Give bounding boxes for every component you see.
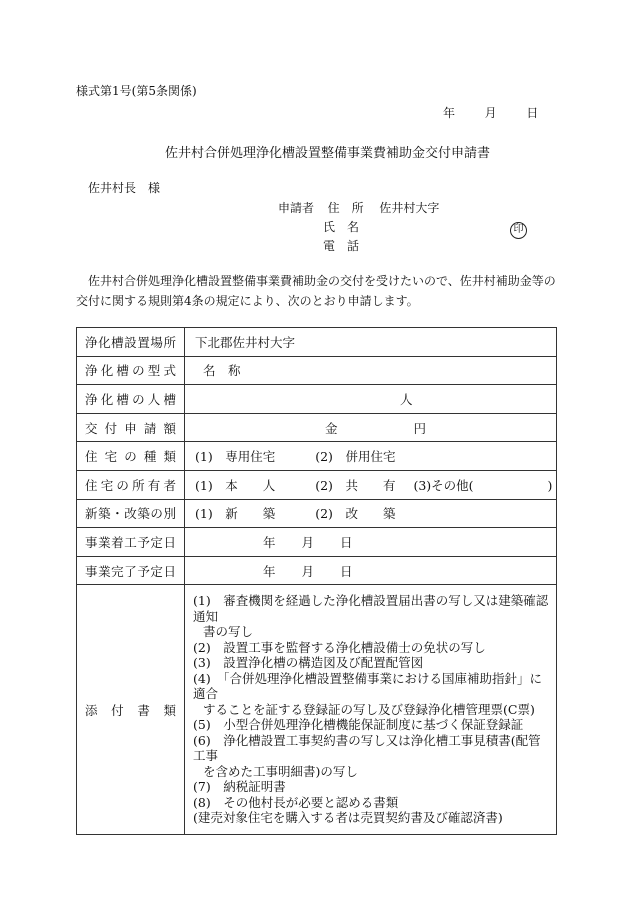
- option-number: (1): [195, 477, 213, 493]
- option-close: ): [547, 477, 553, 493]
- start-day: 日: [340, 534, 353, 550]
- list-item: (2) 設置工事を監督する浄化槽設備士の免状の写し: [193, 639, 486, 655]
- capacity-field[interactable]: [185, 385, 557, 414]
- row-label-attachments: 添付書類: [85, 702, 176, 718]
- option-label: 改 築: [345, 506, 396, 522]
- row-label-location: 浄化槽設置場所: [85, 334, 176, 350]
- date-line: [443, 104, 538, 121]
- end-day: 日: [340, 563, 353, 579]
- option-number: (2): [315, 449, 333, 465]
- table-row: [77, 328, 557, 357]
- addressee: 佐井村長 様: [88, 181, 161, 195]
- construction-type-options: [185, 499, 557, 528]
- row-label-housing-type: 住宅の種類: [85, 449, 176, 465]
- housing-type-option-1[interactable]: [195, 449, 311, 464]
- construction-option-1[interactable]: [195, 506, 311, 521]
- option-label: 新 築: [225, 506, 276, 522]
- date-month: 月: [484, 106, 497, 120]
- applicant-label: 申請者: [278, 201, 315, 215]
- application-table: [76, 327, 557, 835]
- table-row: [77, 385, 557, 414]
- name-label: 氏 名: [323, 220, 360, 234]
- address-value: 佐井村大字: [379, 201, 440, 215]
- amount-prefix: 金: [325, 420, 338, 436]
- table-row: [77, 356, 557, 385]
- row-label-owner: 住宅の所有者: [85, 477, 176, 493]
- end-year: 年: [263, 563, 276, 579]
- option-label: 本 人: [225, 477, 276, 493]
- option-number: (2): [315, 506, 333, 522]
- date-day: 日: [526, 106, 539, 120]
- table-row: [77, 413, 557, 442]
- list-item: (8) その他村長が必要と認める書類: [193, 794, 399, 810]
- list-item: 書の写し: [203, 624, 254, 640]
- body-line-2: 交付に関する規則第4条の規定により、次のとおり申請します。: [76, 294, 419, 308]
- owner-option-1[interactable]: [195, 478, 311, 493]
- list-item: (6) 浄化槽設置工事契約書の写し又は浄化槽工事見積書(配管工事: [193, 732, 541, 764]
- location-value: 下北郡佐井村大字: [195, 334, 296, 350]
- list-item: (3) 設置浄化槽の構造図及び配置配管図: [193, 655, 424, 671]
- owner-options: [185, 470, 557, 499]
- table-row: [77, 470, 557, 499]
- construction-option-2[interactable]: [315, 506, 395, 521]
- seal-icon: 印: [510, 222, 527, 239]
- start-month: 月: [301, 534, 315, 550]
- applicant-address-line: [278, 199, 439, 216]
- model-name-label: 名 称: [203, 363, 241, 379]
- list-item: (5) 小型合併処理浄化槽機能保証制度に基づく保証登録証: [193, 717, 524, 733]
- option-number: (1): [195, 449, 213, 465]
- amount-field[interactable]: [185, 413, 557, 442]
- page-title: 佐井村合併処理浄化槽設置整備事業費補助金交付申請書: [165, 146, 491, 161]
- address-label: 住 所: [327, 201, 364, 215]
- option-number: (2): [315, 477, 333, 493]
- option-label: 専用住宅: [225, 449, 276, 465]
- amount-unit: 円: [413, 420, 427, 436]
- list-item: (7) 納税証明書: [193, 779, 286, 795]
- seal-mark: [510, 217, 527, 239]
- end-month: 月: [301, 563, 315, 579]
- row-label-model: 浄化槽の型式: [85, 363, 176, 379]
- start-date-field[interactable]: [185, 528, 557, 557]
- table-row: [77, 585, 557, 835]
- end-date-field[interactable]: [185, 556, 557, 585]
- row-label-end-date: 事業完了予定日: [85, 563, 176, 579]
- table-row: [77, 442, 557, 471]
- housing-type-options: [185, 442, 557, 471]
- row-label-amount: 交付申請額: [85, 420, 176, 436]
- attachments-list: [185, 585, 557, 835]
- capacity-unit: 人: [400, 391, 413, 407]
- list-item: (建売対象住宅を購入する者は売買契約書及び確認済書): [193, 810, 503, 826]
- option-label: (3)その他(: [413, 477, 474, 493]
- form-number: 様式第1号(第5条関係): [76, 84, 197, 98]
- table-row: [77, 499, 557, 528]
- row-label-start-date: 事業着工予定日: [85, 534, 176, 550]
- owner-option-3[interactable]: [413, 478, 552, 493]
- option-label: 共 有: [345, 477, 396, 493]
- table-row: [77, 528, 557, 557]
- option-label: 併用住宅: [345, 449, 396, 465]
- body-line-1: 佐井村合併処理浄化槽設置整備事業費補助金の交付を受けたいので、佐井村補助金等の: [88, 274, 556, 288]
- housing-type-option-2[interactable]: [315, 449, 395, 464]
- list-item: (4) 「合併処理浄化槽設置整備事業における国庫補助指針」に適合: [193, 670, 542, 702]
- model-field[interactable]: [185, 356, 557, 385]
- date-year: 年: [443, 106, 456, 120]
- list-item: (1) 審査機関を経過した浄化槽設置届出書の写し又は建築確認通知: [193, 593, 549, 624]
- list-item: することを証する登録証の写し及び登録浄化槽管理票(C票): [203, 701, 535, 717]
- start-year: 年: [263, 534, 276, 550]
- row-label-capacity: 浄化槽の人槽: [85, 391, 176, 407]
- phone-label: 電 話: [323, 239, 360, 253]
- option-number: (1): [195, 506, 213, 522]
- location-field[interactable]: [185, 328, 557, 357]
- owner-option-2[interactable]: [315, 478, 409, 493]
- row-label-construction-type: 新築・改築の別: [85, 506, 176, 522]
- table-row: [77, 556, 557, 585]
- list-item: を含めた工事明細書)の写し: [203, 763, 358, 779]
